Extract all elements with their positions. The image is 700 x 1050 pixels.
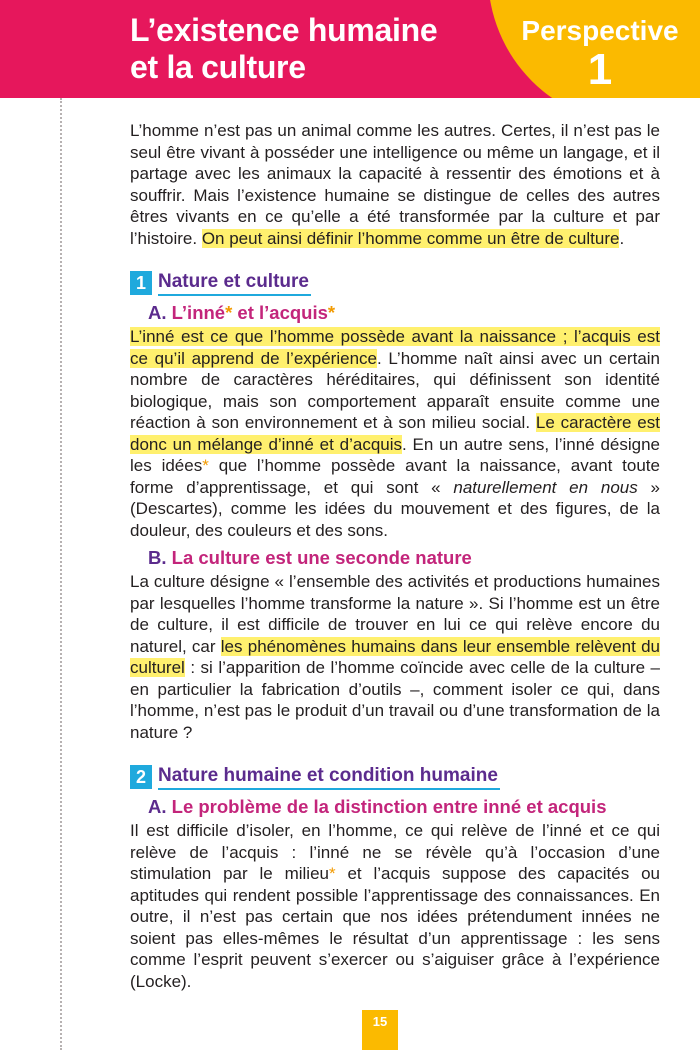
text-1a-4: » (Descartes), comme les idées du mouvement et des figures, de la douleur, des couleurs et des sons.: [130, 477, 660, 540]
highlight-1b: les phénomènes humains dans leur ensemble relèvent du culturel: [130, 636, 660, 677]
subsection-1a-title-part1: L’inné: [171, 302, 226, 323]
subsection-1a-letter: A.: [148, 302, 167, 323]
main-content: [130, 120, 660, 992]
perspective-label: Perspective: [521, 15, 679, 46]
subsection-2a-heading: [148, 796, 660, 818]
text-1a-1: . L’homme naît ainsi avec un certain nombre de caractères héréditaires, qui définissent son identité biologique, mais son comportement apparaît ensuite comme une réaction à son environnement et à son milieu social.: [130, 348, 660, 432]
section-1-heading: [130, 270, 660, 296]
subsection-1b-paragraph: [130, 571, 660, 743]
subsection-1b-letter: B.: [148, 547, 167, 568]
page-number: 15: [372, 1014, 388, 1029]
header-banner: [0, 0, 700, 98]
subsection-1b-heading: [148, 547, 660, 569]
text-2a-2: et l’acquis suppose des capacités ou aptitudes qui rendent possible l’apprentissage des connaissances. En outre, il n’est pas certain que nos idées prétendument innées ne soient pas elles-mêmes le résultat d’un apprentissage : les sens comme l’esprit peuvent s’exercer ou s’aiguiser grâce à l’expérience (Locke).: [130, 864, 660, 991]
perspective-number: 1: [587, 45, 613, 94]
text-1b-2: : si l’apparition de l’homme coïncide avec celle de la culture – en particulier la fabrication d’outils –, comment isoler ce qui, dans l’homme, n’est pas le produit d’un travail ou d’une transformation de la nature ?: [130, 658, 660, 742]
text-1a-2: . En un autre sens, l’inné désigne les idées: [130, 434, 660, 475]
quote-descartes: naturellement en nous: [453, 477, 638, 497]
highlight-1a-2: Le caractère est donc un mélange d’inné et d’acquis: [130, 413, 660, 454]
section-2-title: Nature humaine et condition humaine: [158, 764, 500, 790]
page-title-line-2: et la culture: [130, 49, 306, 85]
subsection-1a-title-part2: et l’acquis: [232, 302, 328, 323]
intro-paragraph: [130, 120, 660, 249]
subsection-1b-title: La culture est une seconde nature: [171, 547, 472, 568]
subsection-1a-heading: [148, 302, 660, 324]
section-1-title: Nature et culture: [158, 270, 311, 296]
section-2-heading: [130, 764, 660, 790]
intro-highlight: On peut ainsi définir l’homme comme un être de culture: [201, 228, 620, 248]
subsection-2a-title: Le problème de la distinction entre inné et acquis: [171, 796, 607, 817]
glossary-star-icon: *: [327, 302, 336, 323]
glossary-star-icon: *: [202, 456, 209, 475]
margin-dotted-line: [60, 98, 62, 1050]
glossary-star-icon: *: [329, 864, 336, 883]
text-2a-1: Il est difficile d’isoler, en l’homme, ce qui relève de l’inné et ce qui relève de l’acquis : l’inné ne se révèle qu’à l’occasion d’une stimulation par le milieu: [130, 821, 660, 883]
subsection-2a-paragraph: [130, 820, 660, 992]
intro-text: L’homme n’est pas un animal comme les autres. Certes, il n’est pas le seul être vivant à posséder une intelligence ou même un langage, et il partage avec les animaux la capacité à ressentir des émotions et à souffrir. Mais l’existence humaine se distingue de celles des autres êtres vivants en ce qu’elle a été transformée par la culture et par l’histoire.: [130, 121, 660, 248]
text-1b-1: La culture désigne « l’ensemble des activités et productions humaines par lesquelles l’homme transforme la nature ». Si l’homme est un être de culture, il est difficile de trouver en lui ce qui relève encore du naturel, car: [130, 572, 660, 656]
page-title: [130, 12, 510, 86]
section-1-number: 1: [130, 271, 152, 295]
section-2-number: 2: [130, 765, 152, 789]
text-1a-3: que l’homme possède avant la naissance, avant toute forme d’apprentissage, et qui sont «: [130, 456, 660, 497]
subsection-2a-letter: A.: [148, 796, 167, 817]
intro-end: .: [619, 228, 625, 248]
page-title-line-1: L’existence humaine: [130, 12, 438, 48]
glossary-star-icon: *: [225, 302, 233, 323]
subsection-1a-paragraph: [130, 326, 660, 541]
highlight-1a-1: L’inné est ce que l’homme possède avant la naissance ; l’acquis est ce qu’il apprend de l’expérience: [130, 327, 660, 368]
